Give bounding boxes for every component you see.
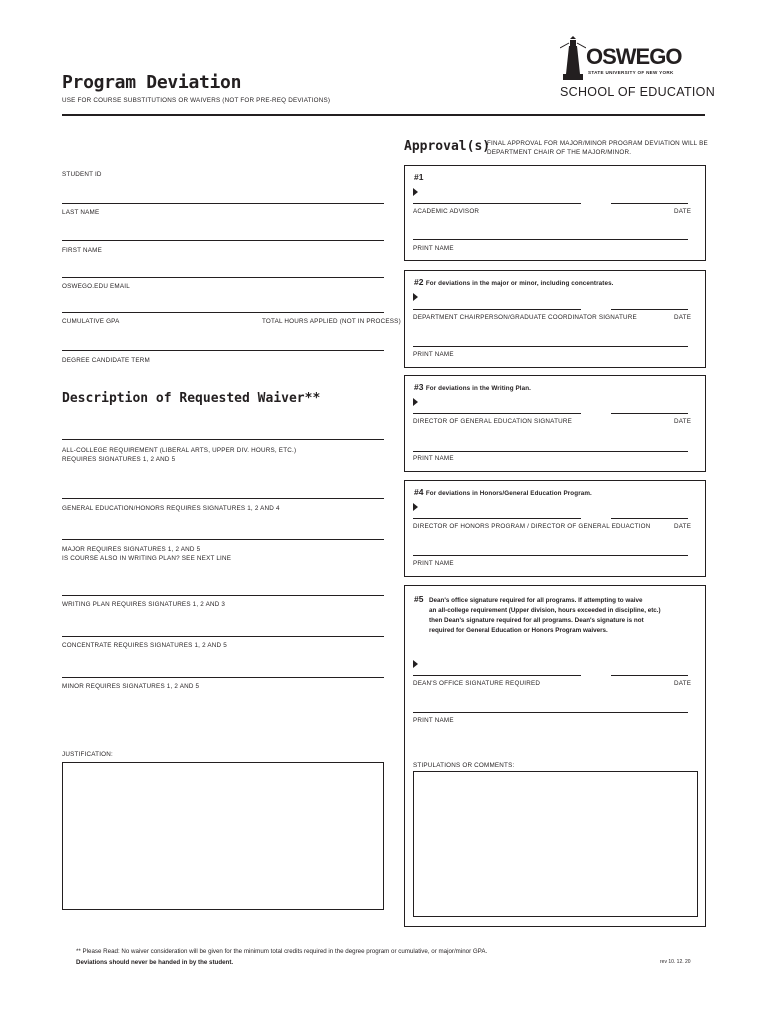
allcollege-label: ALL-COLLEGE REQUIREMENT (LIBERAL ARTS, UPPER DIV. HOURS, ETC.) [62, 447, 297, 454]
approval-number-4 [414, 487, 592, 497]
major-field[interactable] [62, 539, 384, 540]
arrow-icon [413, 293, 418, 301]
arrow-icon [413, 398, 418, 406]
approval-number-4-text: #4 [414, 487, 424, 497]
hours-label: TOTAL HOURS APPLIED (NOT IN PROCESS) [262, 318, 401, 325]
honors-director-date-field[interactable] [611, 518, 688, 519]
chair-date-field[interactable] [611, 309, 688, 310]
major-label: MAJOR REQUIRES SIGNATURES 1, 2 AND 5 [62, 546, 201, 553]
approval-note-2: For deviations in the major or minor, including concentrates. [425, 280, 614, 287]
approval-note-5-line-4: required for General Education or Honors Program waivers. [429, 627, 608, 634]
honors-director-print-label: PRINT NAME [413, 560, 454, 567]
first-name-field[interactable] [62, 277, 384, 278]
chair-print-label: PRINT NAME [413, 351, 454, 358]
gened-director-signature-field[interactable] [413, 413, 581, 414]
dean-date-label: DATE [674, 680, 692, 687]
allcollege-sig-label: REQUIRES SIGNATURES 1, 2 AND 5 [62, 456, 176, 463]
last-name-label: LAST NAME [62, 209, 100, 216]
gened-director-label: DIRECTOR OF GENERAL EDUCATION SIGNATURE [413, 418, 573, 425]
gened-label: GENERAL EDUCATION/HONORS REQUIRES SIGNATURES 1, 2 AND 4 [62, 505, 280, 512]
footer-note: ** Please Read: No waiver consideration will be given for the minimum total credits required in the degree program or cumulative, or major/minor GPA. [76, 948, 488, 955]
lighthouse-icon [560, 36, 586, 82]
approval-note-5-line-2: an all-college requirement (Upper division, hours exceeded in discipline, etc.) [429, 607, 661, 614]
waiver-heading: Description of Requested Waiver** [62, 391, 321, 406]
justification-label: JUSTIFICATION: [62, 751, 113, 758]
approvals-note-1: FINAL APPROVAL FOR MAJOR/MINOR PROGRAM DEVIATION WILL BE [487, 140, 708, 147]
dean-print-field[interactable] [413, 712, 688, 713]
approval-note-3: For deviations in the Writing Plan. [425, 385, 532, 392]
gened-director-date-label: DATE [674, 418, 692, 425]
honors-director-print-field[interactable] [413, 555, 688, 556]
writing-label: WRITING PLAN REQUIRES SIGNATURES 1, 2 AND 3 [62, 601, 226, 608]
gened-field[interactable] [62, 498, 384, 499]
dean-date-field[interactable] [611, 675, 688, 676]
writing-field[interactable] [62, 595, 384, 596]
gened-director-print-field[interactable] [413, 451, 688, 452]
page-title: Program Deviation [62, 72, 242, 93]
minor-field[interactable] [62, 677, 384, 678]
chair-date-label: DATE [674, 314, 692, 321]
chair-print-field[interactable] [413, 346, 688, 347]
approval-note-4: For deviations in Honors/General Education Program. [425, 490, 592, 497]
gened-director-print-label: PRINT NAME [413, 455, 454, 462]
advisor-date-field[interactable] [611, 203, 688, 204]
approval-box-3 [404, 375, 706, 472]
advisor-print-label: PRINT NAME [413, 245, 454, 252]
minor-label: MINOR REQUIRES SIGNATURES 1, 2 AND 5 [62, 683, 200, 690]
approval-box-5 [404, 585, 706, 927]
approval-number-3-text: #3 [414, 382, 424, 392]
email-label: OSWEGO.EDU EMAIL [62, 283, 130, 290]
stipulations-label: STIPULATIONS OR COMMENTS: [413, 762, 515, 769]
term-label: DEGREE CANDIDATE TERM [62, 357, 150, 364]
approval-note-5-line-3: then Dean's signature required for all programs. Dean's signature is not [429, 617, 644, 624]
concentrate-label: CONCENTRATE REQUIRES SIGNATURES 1, 2 AND 5 [62, 642, 227, 649]
dean-label: DEAN'S OFFICE SIGNATURE REQUIRED [413, 680, 541, 687]
arrow-icon [413, 503, 418, 511]
approval-number-1: #1 [414, 172, 424, 182]
footer-warning: Deviations should never be handed in by the student. [76, 959, 234, 966]
approval-number-2-text: #2 [414, 277, 424, 287]
concentrate-field[interactable] [62, 636, 384, 637]
approval-box-4 [404, 480, 706, 577]
approval-number-2 [414, 277, 614, 287]
page-subtitle: USE FOR COURSE SUBSTITUTIONS OR WAIVERS (NOT FOR PRE-REQ DEVIATIONS) [62, 97, 331, 104]
stipulations-box[interactable] [413, 771, 698, 917]
arrow-icon [413, 660, 418, 668]
logo-wordmark: OSWEGO [586, 44, 682, 69]
advisor-date-label: DATE [674, 208, 692, 215]
justification-box[interactable] [62, 762, 384, 910]
dean-signature-field[interactable] [413, 675, 581, 676]
honors-director-signature-field[interactable] [413, 518, 581, 519]
school-name: SCHOOL OF EDUCATION [560, 85, 716, 99]
advisor-label: ACADEMIC ADVISOR [413, 208, 480, 215]
gened-director-date-field[interactable] [611, 413, 688, 414]
major-writing-label: IS COURSE ALSO IN WRITING PLAN? SEE NEXT LINE [62, 555, 232, 562]
advisor-signature-field[interactable] [413, 203, 581, 204]
last-name-field[interactable] [62, 240, 384, 241]
approval-number-3 [414, 382, 531, 392]
arrow-icon [413, 188, 418, 196]
header-rule [62, 114, 705, 116]
approval-note-5-line-1: Dean's office signature required for all programs. If attempting to waive [429, 597, 643, 604]
gpa-hours-field[interactable] [62, 350, 384, 351]
gpa-label: CUMULATIVE GPA [62, 318, 120, 325]
approvals-heading: Approval(s) [404, 139, 491, 154]
email-field[interactable] [62, 312, 384, 313]
approval-box-1 [404, 165, 706, 261]
student-id-label: STUDENT ID [62, 171, 102, 178]
approval-box-2 [404, 270, 706, 368]
allcollege-field[interactable] [62, 439, 384, 440]
logo-tagline: STATE UNIVERSITY OF NEW YORK [588, 70, 674, 75]
advisor-print-field[interactable] [413, 239, 688, 240]
student-id-field[interactable] [62, 203, 384, 204]
oswego-logo [560, 36, 700, 86]
revision-date: rev 10. 12. 20 [660, 959, 691, 965]
honors-director-label: DIRECTOR OF HONORS PROGRAM / DIRECTOR OF GENERAL EDUACTION [413, 523, 651, 530]
approval-number-5: #5 [414, 594, 424, 604]
chair-label: DEPARTMENT CHAIRPERSON/GRADUATE COORDINATOR SIGNATURE [413, 314, 637, 321]
honors-director-date-label: DATE [674, 523, 692, 530]
approvals-note-2: DEPARTMENT CHAIR OF THE MAJOR/MINOR. [487, 149, 632, 156]
dean-print-label: PRINT NAME [413, 717, 454, 724]
chair-signature-field[interactable] [413, 309, 581, 310]
first-name-label: FIRST NAME [62, 247, 103, 254]
